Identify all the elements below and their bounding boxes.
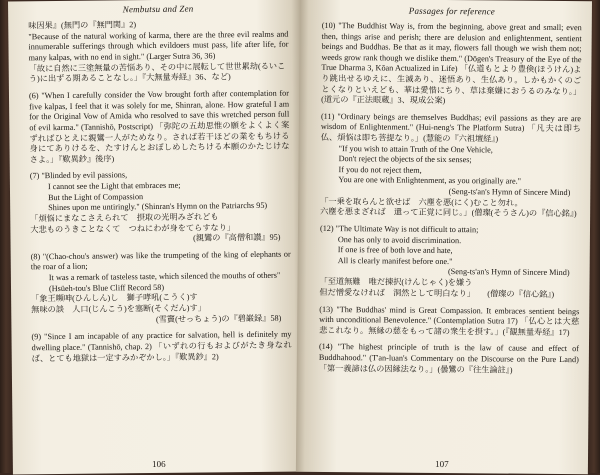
running-head: Passages for reference: [408, 5, 496, 17]
passage-japanese: 「象王嚬呻(ひんしん)し 獅子哮吼(こうく)す: [31, 292, 198, 304]
passage: [320, 112, 581, 221]
verse-line: One has only to avoid discrimination.: [337, 234, 462, 245]
passage-japanese: 六塵を悪まざれば 還って正覚に同じ。」(僧璨(そうさん)の『信心銘』): [320, 207, 577, 219]
passage: [30, 169, 291, 246]
passage-source: (親鸞の『高僧和讃』95): [193, 232, 281, 243]
passage-text: (13) "The Buddhas' mind is Great Compassion. It embraces sentient beings with unconditional Benevolence." (Contemplation Sutra 17) 「仏心とは大慈悲これなり。無縁の慈をもって諸の衆生を摂す。」(『観無量寿経』17): [319, 304, 580, 337]
passage-text: (9) "Since I am incapable of any practice for salvation, hell is definitely my dwelling place." (Tannishō, chap. 2) 「いずれの行もおよびがたき身なれば、とても地獄は一定すみかぞかし。」『歎異鈔』2): [31, 330, 292, 363]
passage: [28, 29, 289, 85]
passage-text: (12) "The Ultimate Way is not difficult to attain;: [319, 224, 479, 235]
passage: [321, 21, 582, 108]
left-page: [8, 0, 305, 475]
verse-line: I cannot see the Light that embraces me;: [47, 180, 181, 192]
passage-japanese: 大悲ものうきことなくて つねにわが身をてらすなり」: [30, 222, 236, 234]
verse-line: But the Light of Compassion: [48, 191, 144, 202]
verse-line: All is clearly manifest before one.": [337, 255, 453, 266]
verse-line: Shines upon me untiringly." (Shinran's Hymn on the Patriarchs 95): [48, 200, 268, 213]
verse-line: If one is free of both love and hate,: [337, 245, 453, 256]
passage-japanese: 「煩悩にまなこさえられて 摂取の光明みざれども: [30, 212, 219, 224]
verse-line: It was a remark of tasteless taste, which silenced the mouths of others" (Hsüeh-tou's Blue Cliff Record 58): [48, 270, 281, 293]
passage-text: (8) "(Chao-chou's answer) was like the trumpeting of the king of elephants or the roar of a lion;: [30, 249, 291, 272]
passage-japanese: 「故に自然に三塗無量の苦悩あり、その中に展転して世世累劫(るいこう)に出ずる期あることなし。」『大無量寿経』36、など): [28, 61, 286, 84]
page-number: 106: [152, 458, 166, 470]
passage-source: (雪竇(せっちょう)の『碧巌録』58): [155, 313, 282, 324]
passage-text: (7) "Blinded by evil passions,: [29, 170, 128, 181]
passage: [29, 89, 290, 166]
verse-line: If you do not reject them,: [338, 164, 422, 175]
passage: [319, 224, 580, 301]
passage-text: (10) "The Buddhist Way is, from the beginning, above great and small; even then, things arise and perish; there are delusion and enlightenment, sentient beings and Buddhas. Be that as it may, flowers fall though we wish them not; weeds grow rank though we dislike them." (Dōgen's Treasury of the Eye of the True Dharma 3, Kōan Actualized in Life) 「仏道もとより豊倹(ほうけん)より跳出せるゆえに、生滅あり、迷悟あり、生仏あり。しかもかくのごとくなりといえども、華は愛惜にちり、草は棄嫌におうるのみなり。」(道元の『正法眼蔵』3、現成公案): [321, 20, 582, 106]
passage-japanese: 但だ憎愛なければ 洞然として明白なり」 (僧璨の『信心銘』): [319, 287, 555, 299]
passage-japanese: 「一乗を取らんと欲せば 六塵を悪(にく)むこと勿れ。: [320, 196, 523, 208]
passage-source: (Seng-ts'an's Hymn of Sincere Mind): [448, 186, 571, 197]
passage-japanese: 「至道無難 唯だ揀択(けんじゃく)を嫌う: [319, 276, 473, 288]
passage-text: (11) "Ordinary beings are themselves Buddhas; evil passions as they are are wisdom of Enlightenment." (Hui-neng's The Platform Sutra) 「凡夫は即ち仏、煩悩は即ち菩提なり。」(慧能の『六祖壇経』): [320, 111, 582, 144]
passage: [319, 305, 579, 339]
verse-line: Don't reject the objects of the six senses;: [338, 154, 472, 165]
passage: [31, 249, 292, 326]
verse-line: You are one with Enlightenment, as you originally are.": [338, 175, 522, 186]
passage-text: (14) "The highest principle of truth is the law of cause and effect of Buddhahood." (T'an-luan's Commentary on the Discourse on the Pure Land) 「第一義諦は仏の因縁法なり。」(曇鸞の『往生論註』): [318, 342, 579, 375]
top-line: 味因果』(無門の『無門関』2): [28, 20, 137, 31]
passage: [31, 330, 291, 365]
passage: [319, 342, 579, 376]
passage-japanese: 無味の談 人口(じんこう)を塞断(そくだん)す」: [31, 303, 206, 315]
verse-line: "If you wish to attain Truth of the One Vehicle,: [338, 143, 493, 154]
passage-source: (Seng-ts'an's Hymn of Sincere Mind): [447, 267, 570, 278]
running-head: Nembutsu and Zen: [122, 3, 194, 15]
passage-text: "Because of the natural working of karma, there are the three evil realms and innumerable sufferings through which evildoers must pass, life after life, for many kalpas, with no end in sight." (Larger Sutra 36, 36): [28, 29, 289, 63]
right-page: [296, 0, 592, 474]
page-number: 107: [435, 458, 449, 470]
passage-text: (6) "When I carefully consider the Vow brought forth after contemplation for five kalpas, I feel that it was solely for me, Shinran, alone. How grateful I am for the Original Vow of Amida who resolved to save this wretched person full of evil karma." (Tannishō, Postscript) 「弥陀の五劫思惟の願をよくよく案ずればひとえに親鸞一人がためなり。されば若干ほどの業をもちける身にてありけるを、たすけんとおぼしめしたちける本願のかたじけなさよ。」『歎異鈔』後序): [28, 88, 290, 165]
